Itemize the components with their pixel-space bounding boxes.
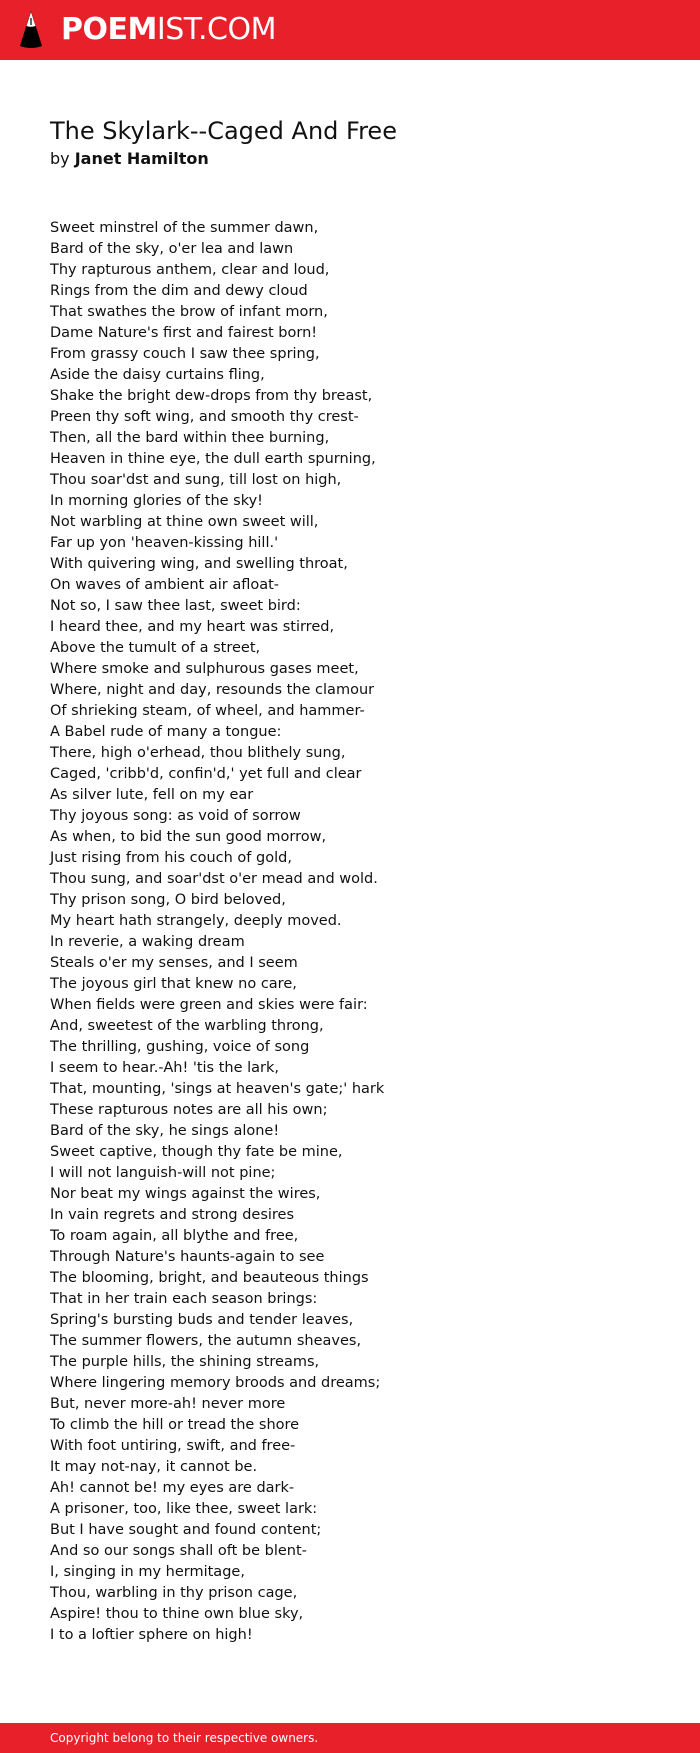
poem-line: In vain regrets and strong desires <box>50 1207 295 1223</box>
poem-line: I heard thee, and my heart was stirred, <box>50 619 335 635</box>
poem-line: Far up yon 'heaven-kissing hill.' <box>50 535 279 551</box>
poem-line: And, sweetest of the warbling throng, <box>50 1018 324 1034</box>
poem-line: Where lingering memory broods and dreams; <box>50 1375 381 1391</box>
poem-line: A prisoner, too, like thee, sweet lark: <box>50 1501 318 1517</box>
poem-line: My heart hath strangely, deeply moved. <box>50 913 342 929</box>
poem-line: As when, to bid the sun good morrow, <box>50 829 327 845</box>
poem-body <box>50 218 650 1646</box>
logo-bold-text: POEM <box>61 12 157 47</box>
poem-line: I to a loftier sphere on high! <box>50 1627 253 1643</box>
copyright-text: Copyright belong to their respective owners. <box>50 1731 319 1745</box>
poem-line: It may not-nay, it cannot be. <box>50 1459 258 1475</box>
poem-line: Dame Nature's first and fairest born! <box>50 325 318 341</box>
poem-line: The summer flowers, the autumn sheaves, <box>50 1333 362 1349</box>
poem-line: Nor beat my wings against the wires, <box>50 1186 321 1202</box>
poem-line: That, mounting, 'sings at heaven's gate;' hark <box>50 1081 385 1097</box>
poem-line: Bard of the sky, he sings alone! <box>50 1123 280 1139</box>
poem-line: Thou soar'dst and sung, till lost on high, <box>50 472 342 488</box>
poem-line: Sweet captive, though thy fate be mine, <box>50 1144 343 1160</box>
poem-line: I seem to hear.-Ah! 'tis the lark, <box>50 1060 280 1076</box>
poem-line: But I have sought and found content; <box>50 1522 322 1538</box>
poem-line: I, singing in my hermitage, <box>50 1564 245 1580</box>
poem-line: Where smoke and sulphurous gases meet, <box>50 661 359 677</box>
poem-line: Shake the bright dew-drops from thy breast, <box>50 388 373 404</box>
poem-line: But, never more-ah! never more <box>50 1396 286 1412</box>
by-label: by <box>50 149 70 168</box>
poem-line: Steals o'er my senses, and I seem <box>50 955 298 971</box>
poem-line: As silver lute, fell on my ear <box>50 787 254 803</box>
poem-line: Thy prison song, O bird beloved, <box>50 892 286 908</box>
poem-line: Thy rapturous anthem, clear and loud, <box>50 262 330 278</box>
poem-line: The thrilling, gushing, voice of song <box>50 1039 310 1055</box>
poem-line: Bard of the sky, o'er lea and lawn <box>50 241 294 257</box>
poem-line: The blooming, bright, and beauteous things <box>50 1270 369 1286</box>
poem-line: The purple hills, the shining streams, <box>50 1354 320 1370</box>
poem-line: And so our songs shall oft be blent- <box>50 1543 307 1559</box>
poem-line: On waves of ambient air afloat- <box>50 577 280 593</box>
poem-line: These rapturous notes are all his own; <box>50 1102 328 1118</box>
poem-line: Not so, I saw thee last, sweet bird: <box>50 598 301 614</box>
poem-line: Sweet minstrel of the summer dawn, <box>50 220 319 236</box>
poem-line: With foot untiring, swift, and free- <box>50 1438 296 1454</box>
poem-line: Rings from the dim and dewy cloud <box>50 283 308 299</box>
poem-line: Heaven in thine eye, the dull earth spurning, <box>50 451 376 467</box>
poem-line: From grassy couch I saw thee spring, <box>50 346 320 362</box>
poem-line: Preen thy soft wing, and smooth thy crest- <box>50 409 359 425</box>
poem-line: That in her train each season brings: <box>50 1291 318 1307</box>
logo-light-text: IST.COM <box>156 12 276 47</box>
poem-line: Aspire! thou to thine own blue sky, <box>50 1606 304 1622</box>
poem-line: Thou, warbling in thy prison cage, <box>50 1585 298 1601</box>
poem-line: With quivering wing, and swelling throat, <box>50 556 348 572</box>
poem-line: When fields were green and skies were fair: <box>50 997 368 1013</box>
poem-line: Aside the daisy curtains fling, <box>50 367 265 383</box>
poem-line: That swathes the brow of infant morn, <box>50 304 328 320</box>
poem-line: A Babel rude of many a tongue: <box>50 724 282 740</box>
poem-line: In reverie, a waking dream <box>50 934 245 950</box>
poem-line: The joyous girl that knew no care, <box>50 976 297 992</box>
byline <box>50 147 209 171</box>
poem-line: Of shrieking steam, of wheel, and hammer- <box>50 703 365 719</box>
poem-line: Not warbling at thine own sweet will, <box>50 514 319 530</box>
poem-line: There, high o'erhead, thou blithely sung, <box>50 745 346 761</box>
poem-line: Ah! cannot be! my eyes are dark- <box>50 1480 295 1496</box>
poem-line: Through Nature's haunts-again to see <box>50 1249 325 1265</box>
poem-line: Spring's bursting buds and tender leaves, <box>50 1312 354 1328</box>
pen-nib-icon[interactable] <box>18 10 44 50</box>
author-name: Janet Hamilton <box>74 149 209 168</box>
poem-line: Above the tumult of a street, <box>50 640 261 656</box>
site-logo[interactable] <box>61 12 276 48</box>
poem-line: Where, night and day, resounds the clamour <box>50 682 375 698</box>
poem-line: In morning glories of the sky! <box>50 493 263 509</box>
site-footer <box>0 1723 700 1753</box>
poem-title: The Skylark--Caged And Free <box>50 117 397 145</box>
poem-line: I will not languish-will not pine; <box>50 1165 276 1181</box>
poem-line: Thou sung, and soar'dst o'er mead and wold. <box>50 871 378 887</box>
poem-line: To roam again, all blythe and free, <box>50 1228 299 1244</box>
poem-line: Then, all the bard within thee burning, <box>50 430 330 446</box>
poem-line: Caged, 'cribb'd, confin'd,' yet full and clear <box>50 766 362 782</box>
poem-line: Thy joyous song: as void of sorrow <box>50 808 301 824</box>
site-header <box>0 0 700 60</box>
poem-line: To climb the hill or tread the shore <box>50 1417 300 1433</box>
poem-line: Just rising from his couch of gold, <box>50 850 292 866</box>
